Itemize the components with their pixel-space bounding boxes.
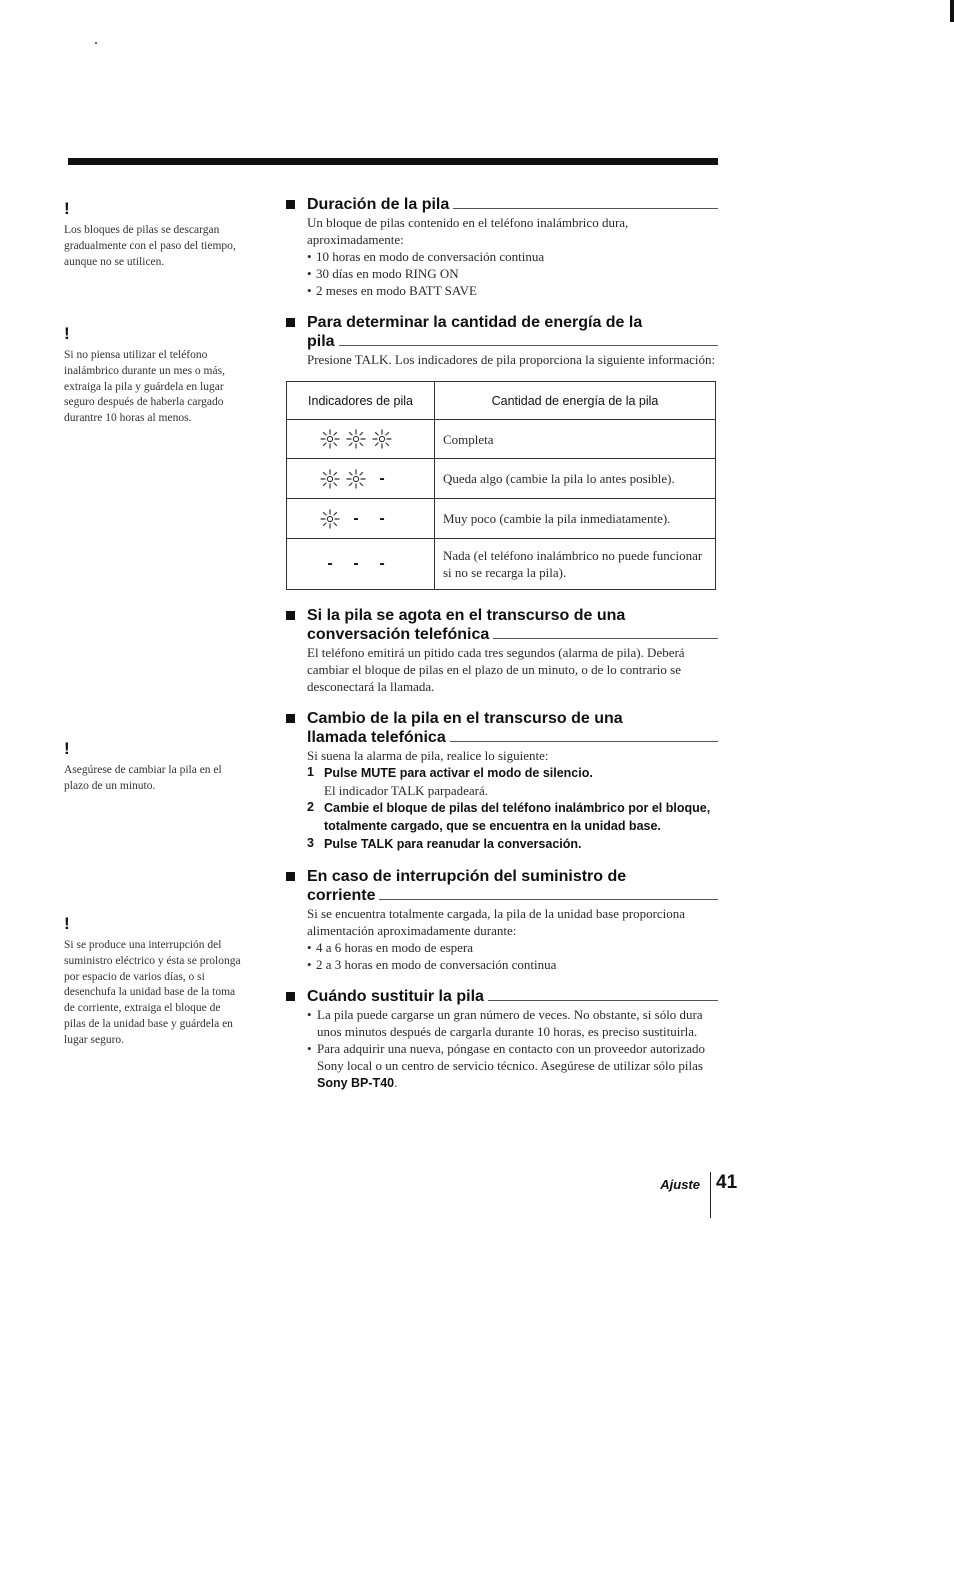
battery-segment-icon bbox=[345, 468, 367, 490]
step-item: 3 Pulse TALK para reanudar la conversación. bbox=[307, 836, 582, 851]
footer-section-name: Ajuste bbox=[660, 1177, 700, 1192]
section-bullet-icon bbox=[286, 611, 295, 620]
note-3 bbox=[64, 739, 244, 795]
list-item: • 4 a 6 horas en modo de espera bbox=[307, 939, 718, 956]
battery-empty-dash-icon: - bbox=[379, 509, 385, 527]
table-header-indicators: Indicadores de pila bbox=[287, 382, 435, 420]
list-item: • Para adquirir una nueva, póngase en contacto con un proveedor autorizado Sony local o un centro de servicio técnico. Asegúrese de utilizar sólo pilas Sony BP-T40. bbox=[307, 1040, 718, 1092]
table-row bbox=[287, 539, 716, 590]
table-header-row bbox=[287, 382, 716, 420]
note-mark: ! bbox=[64, 324, 70, 343]
energy-desc: Muy poco (cambie la pila inmediatamente). bbox=[435, 499, 716, 539]
energy-desc: Completa bbox=[435, 420, 716, 459]
paragraph: Si se encuentra totalmente cargada, la pila de la unidad base proporciona alimentación aproximadamente durante: bbox=[307, 906, 686, 938]
note-1 bbox=[64, 199, 244, 270]
indicator-cell bbox=[287, 420, 435, 459]
page-number: 41 bbox=[716, 1172, 738, 1193]
brand-model: Sony BP-T40 bbox=[317, 1076, 395, 1090]
table-row bbox=[287, 420, 716, 459]
section-title-sustituir: Cuándo sustituir la pila bbox=[286, 987, 718, 1006]
section-title-duracion: Duración de la pila bbox=[286, 195, 718, 214]
top-rule bbox=[68, 158, 718, 165]
step-item: 2 Cambie el bloque de pilas del teléfono inalámbrico por el bloque, totalmente cargado, que se encuentra en la unidad base. bbox=[307, 800, 711, 833]
section-bullet-icon bbox=[286, 200, 295, 209]
battery-segment-icon bbox=[319, 428, 341, 450]
note-text: Asegúrese de cambiar la pila en el plazo de un minuto. bbox=[64, 764, 222, 792]
paragraph: Si suena la alarma de pila, realice lo siguiente: bbox=[307, 748, 549, 763]
indicator-cell bbox=[287, 459, 435, 499]
table-row bbox=[287, 459, 716, 499]
energy-desc: Queda algo (cambie la pila lo antes posible). bbox=[435, 459, 716, 499]
corner-scan-mark bbox=[950, 0, 954, 22]
step-item: 1 Pulse MUTE para activar el modo de silencio. El indicador TALK parpadeará. bbox=[307, 765, 593, 798]
battery-segment-icon bbox=[345, 428, 367, 450]
section-bullet-icon bbox=[286, 714, 295, 723]
section-body-determinar bbox=[286, 351, 718, 368]
section-body-cambio bbox=[286, 747, 718, 853]
list-item: • 2 meses en modo BATT SAVE bbox=[307, 282, 718, 299]
section-title-interrupcion: En caso de interrupción del suministro de corriente bbox=[286, 867, 718, 905]
battery-empty-dash-icon: - bbox=[379, 469, 385, 487]
battery-segment-icon bbox=[319, 508, 341, 530]
bullet-list bbox=[307, 939, 718, 973]
list-item: • 2 a 3 horas en modo de conversación continua bbox=[307, 956, 718, 973]
list-item: • 10 horas en modo de conversación continua bbox=[307, 248, 718, 265]
section-body-interrupcion bbox=[286, 905, 718, 973]
table-row bbox=[287, 499, 716, 539]
note-mark: ! bbox=[64, 739, 70, 758]
note-2 bbox=[64, 324, 244, 427]
battery-indicator-table bbox=[286, 381, 716, 590]
section-body-agota bbox=[286, 644, 718, 695]
battery-empty-dash-icon: - bbox=[379, 555, 385, 572]
section-title-cambio: Cambio de la pila en el transcurso de una llamada telefónica bbox=[286, 709, 718, 747]
note-text: Si no piensa utilizar el teléfono inalámbrico durante un mes o más, extraiga la pila y guárdela en lugar seguro después de haberla cargado durantre 10 horas al menos. bbox=[64, 349, 225, 425]
scan-speck bbox=[95, 42, 97, 44]
energy-desc: Nada (el teléfono inalámbrico no puede funcionar si no se recarga la pila). bbox=[435, 539, 716, 590]
battery-empty-dash-icon: - bbox=[327, 555, 333, 572]
note-mark: ! bbox=[64, 914, 70, 933]
page-footer bbox=[640, 1172, 740, 1222]
section-title-agota: Si la pila se agota en el transcurso de una conversación telefónica bbox=[286, 606, 718, 644]
paragraph: El teléfono emitirá un pitido cada tres segundos (alarma de pila). Deberá cambiar el bloque de pilas en el plazo de un minuto, o de lo contrario se desconectará la llamada. bbox=[307, 645, 685, 694]
bullet-list bbox=[307, 1006, 718, 1092]
list-item: • 30 días en modo RING ON bbox=[307, 265, 718, 282]
paragraph: Un bloque de pilas contenido en el teléfono inalámbrico dura, aproximadamente: bbox=[307, 215, 629, 247]
paragraph: Presione TALK. Los indicadores de pila proporciona la siguiente información: bbox=[307, 352, 716, 367]
section-title-determinar: Para determinar la cantidad de energía de la pila bbox=[286, 313, 718, 351]
indicator-cell bbox=[287, 499, 435, 539]
section-body-duracion bbox=[286, 214, 718, 299]
section-bullet-icon bbox=[286, 992, 295, 1001]
section-body-sustituir bbox=[286, 1006, 718, 1092]
note-mark: ! bbox=[64, 199, 70, 218]
battery-empty-dash-icon: - bbox=[353, 509, 359, 527]
note-text: Los bloques de pilas se descargan gradualmente con el paso del tiempo, aunque no se utilicen. bbox=[64, 224, 236, 268]
footer-divider bbox=[710, 1172, 711, 1218]
indicator-cell bbox=[287, 539, 435, 590]
main-column bbox=[286, 195, 718, 1092]
battery-segment-icon bbox=[371, 428, 393, 450]
table-header-energy: Cantidad de energía de la pila bbox=[435, 382, 716, 420]
bullet-list bbox=[307, 248, 718, 299]
steps-list bbox=[307, 764, 718, 853]
battery-segment-icon bbox=[319, 468, 341, 490]
section-bullet-icon bbox=[286, 318, 295, 327]
section-bullet-icon bbox=[286, 872, 295, 881]
note-text: Si se produce una interrupción del suministro eléctrico y ésta se prolonga por espacio de varios días, o si desenchufa la unidad base de la toma de corriente, extraiga el bloque de pilas de la unidad base y guárdela en lugar seguro. bbox=[64, 939, 241, 1046]
battery-empty-dash-icon: - bbox=[353, 555, 359, 572]
note-4 bbox=[64, 914, 244, 1049]
list-item: • La pila puede cargarse un gran número de veces. No obstante, si sólo dura unos minutos después de cargarla durante 10 horas, es preciso sustituirla. bbox=[307, 1006, 718, 1040]
